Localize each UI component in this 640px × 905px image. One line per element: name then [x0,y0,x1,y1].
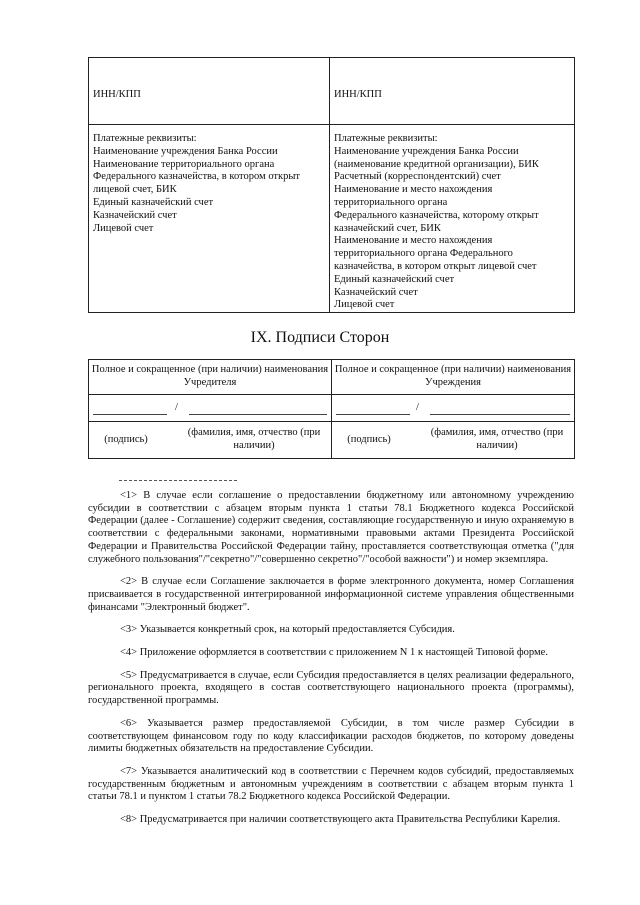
signature-underline [93,414,167,415]
right-payment-line: Расчетный (корреспондентский) счет [334,171,501,183]
name-caption: (фамилия, имя, отчество (при наличии) [430,427,564,451]
left-payment-line: Платежные реквизиты: [93,133,197,144]
right-payment-line: Наименование и место нахождения [334,235,493,247]
right-payment-line: Казначейский счет [334,286,418,298]
signature-captions-row [89,422,575,459]
payment-details-row [89,125,575,313]
right-payment-details [330,125,575,313]
signature-lines-row [89,395,575,422]
founder-captions [89,422,332,459]
institution-captions [332,422,575,459]
left-payment-line: Единый казначейский счет [93,196,214,208]
right-payment-line: Лицевой счет [334,299,395,311]
name-underline [430,414,570,415]
institution-name-header: Полное и сокращенное (при наличии) наименования Учреждения [332,360,575,395]
right-inn-kpp-cell [330,58,575,125]
left-payment-line: Лицевой счет [93,222,154,234]
signature-caption: (подпись) [347,433,391,445]
right-payment-line: Единый казначейский счет [334,273,455,285]
footnote-separator [119,480,237,481]
left-payment-line: Наименование учреждения Банка России [93,145,278,157]
name-underline [189,414,327,415]
signatures-table [88,359,575,459]
footnote: <8> Предусматривается при наличии соответствующего акта Правительства Республики Карелия. [120,814,561,826]
right-payment-lines [334,133,570,312]
right-payment-line: территориального органа Федерального [334,248,513,260]
footnote: <3> Указывается конкретный срок, на который предоставляется Субсидия. [120,624,455,636]
left-inn-kpp-cell [89,58,330,125]
footnote: <7> Указывается аналитический код в соответствии с Перечнем кодов субсидий, предоставляемых государственным бюджетным и автономным учреждениям в соответствии с абзацем вторым пункта 1 статьи 78.1 и пунктом 1 статьи 78.2 Бюджетного кодекса Российской Федерации. [88,765,574,803]
founder-name-header: Полное и сокращенное (при наличии) наименования Учредителя [89,360,332,395]
right-payment-line: (наименование кредитной организации), БИК [334,158,539,170]
footnote: <5> Предусматривается в случае, если Субсидия предоставляется в целях реализации федерального, регионального проекта, входящего в состав соответствующего национального проекта (программы), государственной программы. [88,669,574,707]
right-payment-line: территориального органа [334,196,448,208]
signatures-header-row [89,360,575,395]
left-payment-details [89,125,330,313]
slash-separator: / [416,402,419,414]
left-payment-lines [93,133,325,235]
signature-underline [336,414,410,415]
right-payment-line: Федерального казначейства, которому открыт [334,209,539,221]
left-payment-line: Наименование территориального органа [93,158,275,170]
name-caption: (фамилия, имя, отчество (при наличии) [187,427,321,451]
left-payment-line: Федерального казначейства, в котором открыт [93,171,301,183]
right-payment-line: Наименование учреждения Банка России [334,145,519,157]
founder-signature-line [89,395,332,422]
right-payment-line: Наименование и место нахождения [334,184,493,196]
inn-kpp-row [89,58,575,125]
footnote: <6> Указывается размер предоставляемой Субсидии, в том числе размер Субсидии в соответствующем финансовом году по коду классификации расходов бюджетов, по которому доведены лимиты бюджетных обязательств на предоставление Субсидии. [88,717,574,755]
footnotes [88,490,574,837]
right-inn-kpp: ИНН/КПП [334,89,382,100]
left-payment-line: лицевой счет, БИК [93,184,177,196]
left-inn-kpp: ИНН/КПП [93,89,141,100]
right-payment-line: Платежные реквизиты: [334,133,438,144]
right-payment-line: казначейства, в котором открыт лицевой счет [334,260,537,272]
right-payment-line: казначейский счет, БИК [334,222,441,234]
signature-caption: (подпись) [104,433,148,445]
footnote: <4> Приложение оформляется в соответствии с приложением N 1 к настоящей Типовой форме. [120,647,548,659]
requisites-table [88,57,575,313]
slash-separator: / [175,402,178,414]
footnote: <1> В случае если соглашение о предоставлении бюджетному или автономному учреждению субсидии в соответствии с абзацем вторым пункта 1 статьи 78.1 Бюджетного кодекса Российской Федерации (далее - Соглашение) содержит сведения, составляющие государственную и иную охраняемую в соответствии с федеральными законами, нормативными правовыми актами Президента Российской Федерации и Правительства Российской Федерации тайну, проставляется соответствующая отметка ("для служебного пользования"/"секретно"/"совершенно секретно"/"особой важности") и номер экземпляра. [88,490,574,565]
footnote: <2> В случае если Соглашение заключается в форме электронного документа, номер Соглашения присваивается в государственной интегрированной информационной системе управления общественными финансами "Электронный бюджет". [88,576,574,613]
section-title: IX. Подписи Сторон [250,329,390,346]
institution-signature-line [332,395,575,422]
left-payment-line: Казначейский счет [93,209,177,221]
